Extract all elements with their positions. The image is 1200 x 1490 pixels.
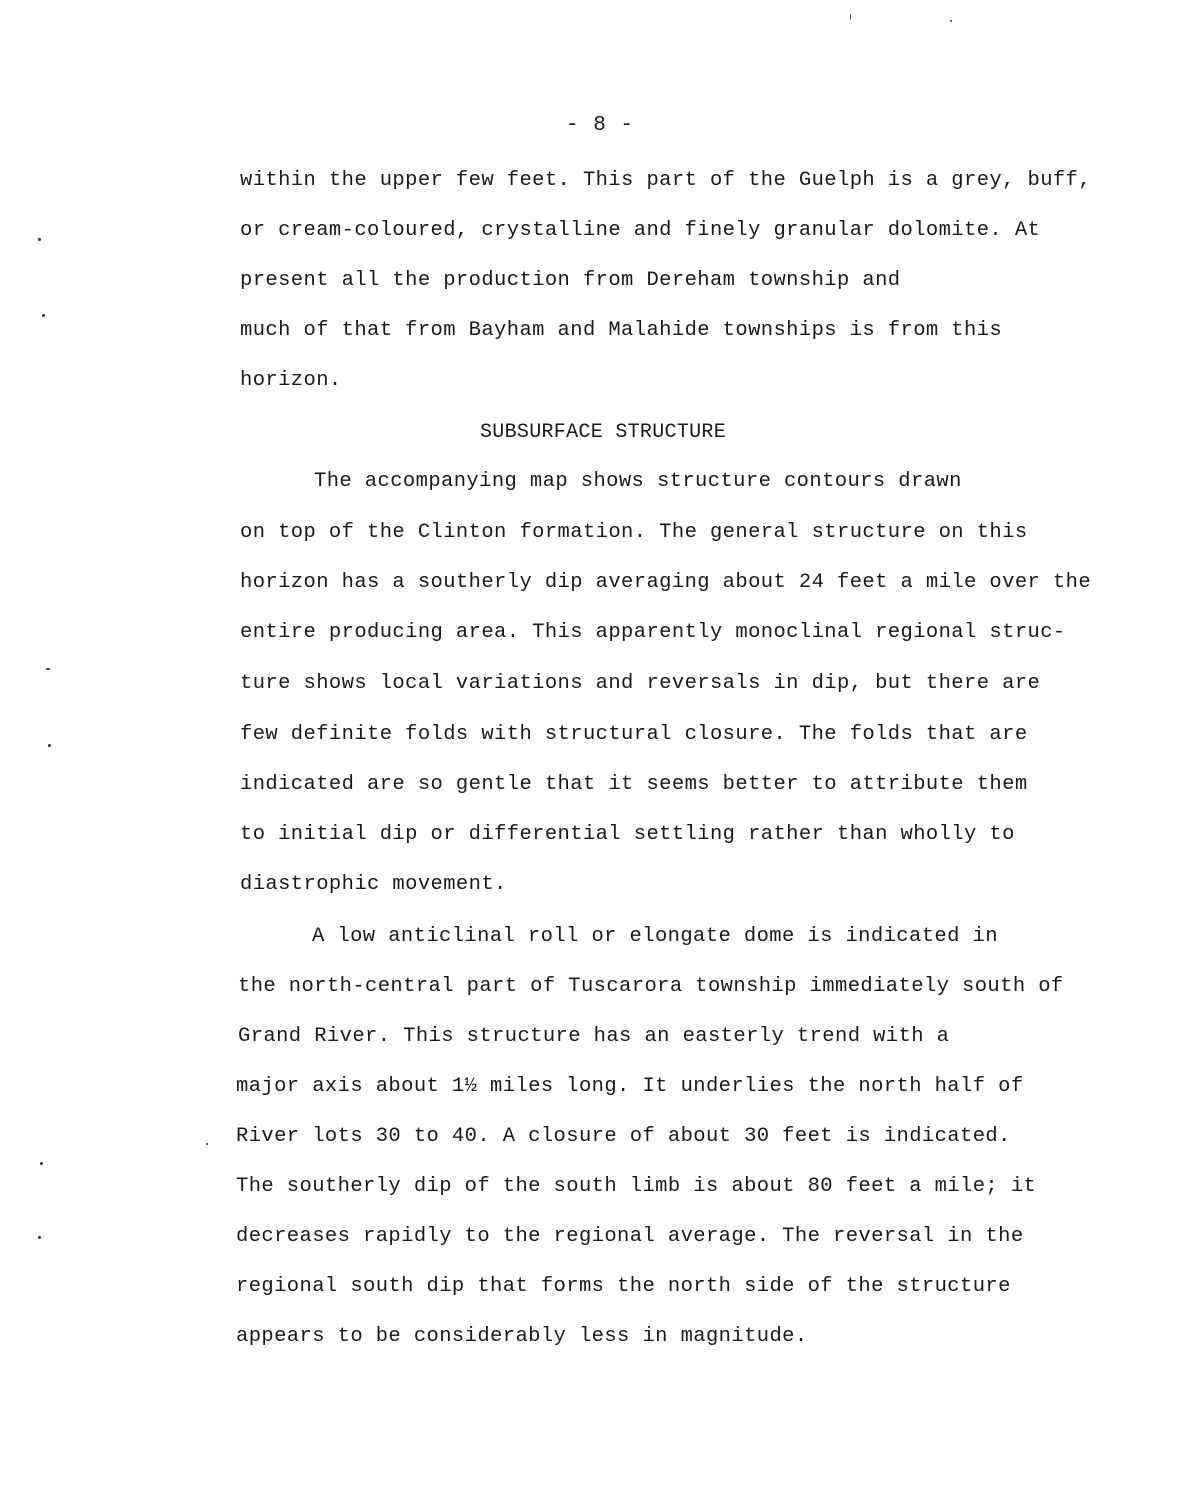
- text-line: major axis about 1½ miles long. It underlies the north half of: [236, 1075, 1024, 1098]
- text-line: few definite folds with structural closure. The folds that are: [240, 723, 1028, 746]
- scan-speck: [46, 668, 50, 670]
- text-line: much of that from Bayham and Malahide townships is from this: [240, 319, 1003, 342]
- text-line: River lots 30 to 40. A closure of about 30 feet is indicated.: [236, 1125, 1011, 1148]
- text-line: to initial dip or differential settling rather than wholly to: [240, 823, 1015, 846]
- page-number: - 8 -: [565, 114, 634, 137]
- scan-speck: [38, 1236, 41, 1239]
- text-line: appears to be considerably less in magnitude.: [236, 1325, 808, 1348]
- scan-speck: [38, 238, 41, 241]
- text-line: diastrophic movement.: [240, 873, 507, 896]
- text-line: entire producing area. This apparently monoclinal regional struc-: [240, 621, 1066, 644]
- text-line: present all the production from Dereham township and: [240, 269, 901, 292]
- text-line: horizon has a southerly dip averaging about 24 feet a mile over the: [240, 571, 1092, 594]
- scan-speck: [42, 314, 45, 317]
- scan-speck: [48, 744, 51, 747]
- text-line: Grand River. This structure has an easterly trend with a: [238, 1025, 950, 1048]
- text-line: horizon.: [240, 369, 342, 392]
- text-line: A low anticlinal roll or elongate dome is indicated in: [312, 925, 998, 948]
- scan-speck: [40, 1162, 43, 1165]
- text-line: within the upper few feet. This part of the Guelph is a grey, buff,: [240, 169, 1092, 192]
- section-heading: SUBSURFACE STRUCTURE: [480, 421, 727, 444]
- text-line: regional south dip that forms the north side of the structure: [236, 1275, 1011, 1298]
- text-line: The southerly dip of the south limb is about 80 feet a mile; it: [236, 1175, 1037, 1198]
- scan-speck: [206, 1143, 208, 1145]
- text-line: The accompanying map shows structure contours drawn: [314, 470, 962, 493]
- text-line: indicated are so gentle that it seems better to attribute them: [240, 773, 1028, 796]
- text-line: ture shows local variations and reversals in dip, but there are: [240, 672, 1041, 695]
- scan-speck: [950, 20, 952, 22]
- text-line: on top of the Clinton formation. The general structure on this: [240, 521, 1028, 544]
- scan-speck: [850, 14, 851, 20]
- text-line: decreases rapidly to the regional average. The reversal in the: [236, 1225, 1024, 1248]
- text-line: the north-central part of Tuscarora township immediately south of: [238, 975, 1064, 998]
- text-line: or cream-coloured, crystalline and finely granular dolomite. At: [240, 219, 1041, 242]
